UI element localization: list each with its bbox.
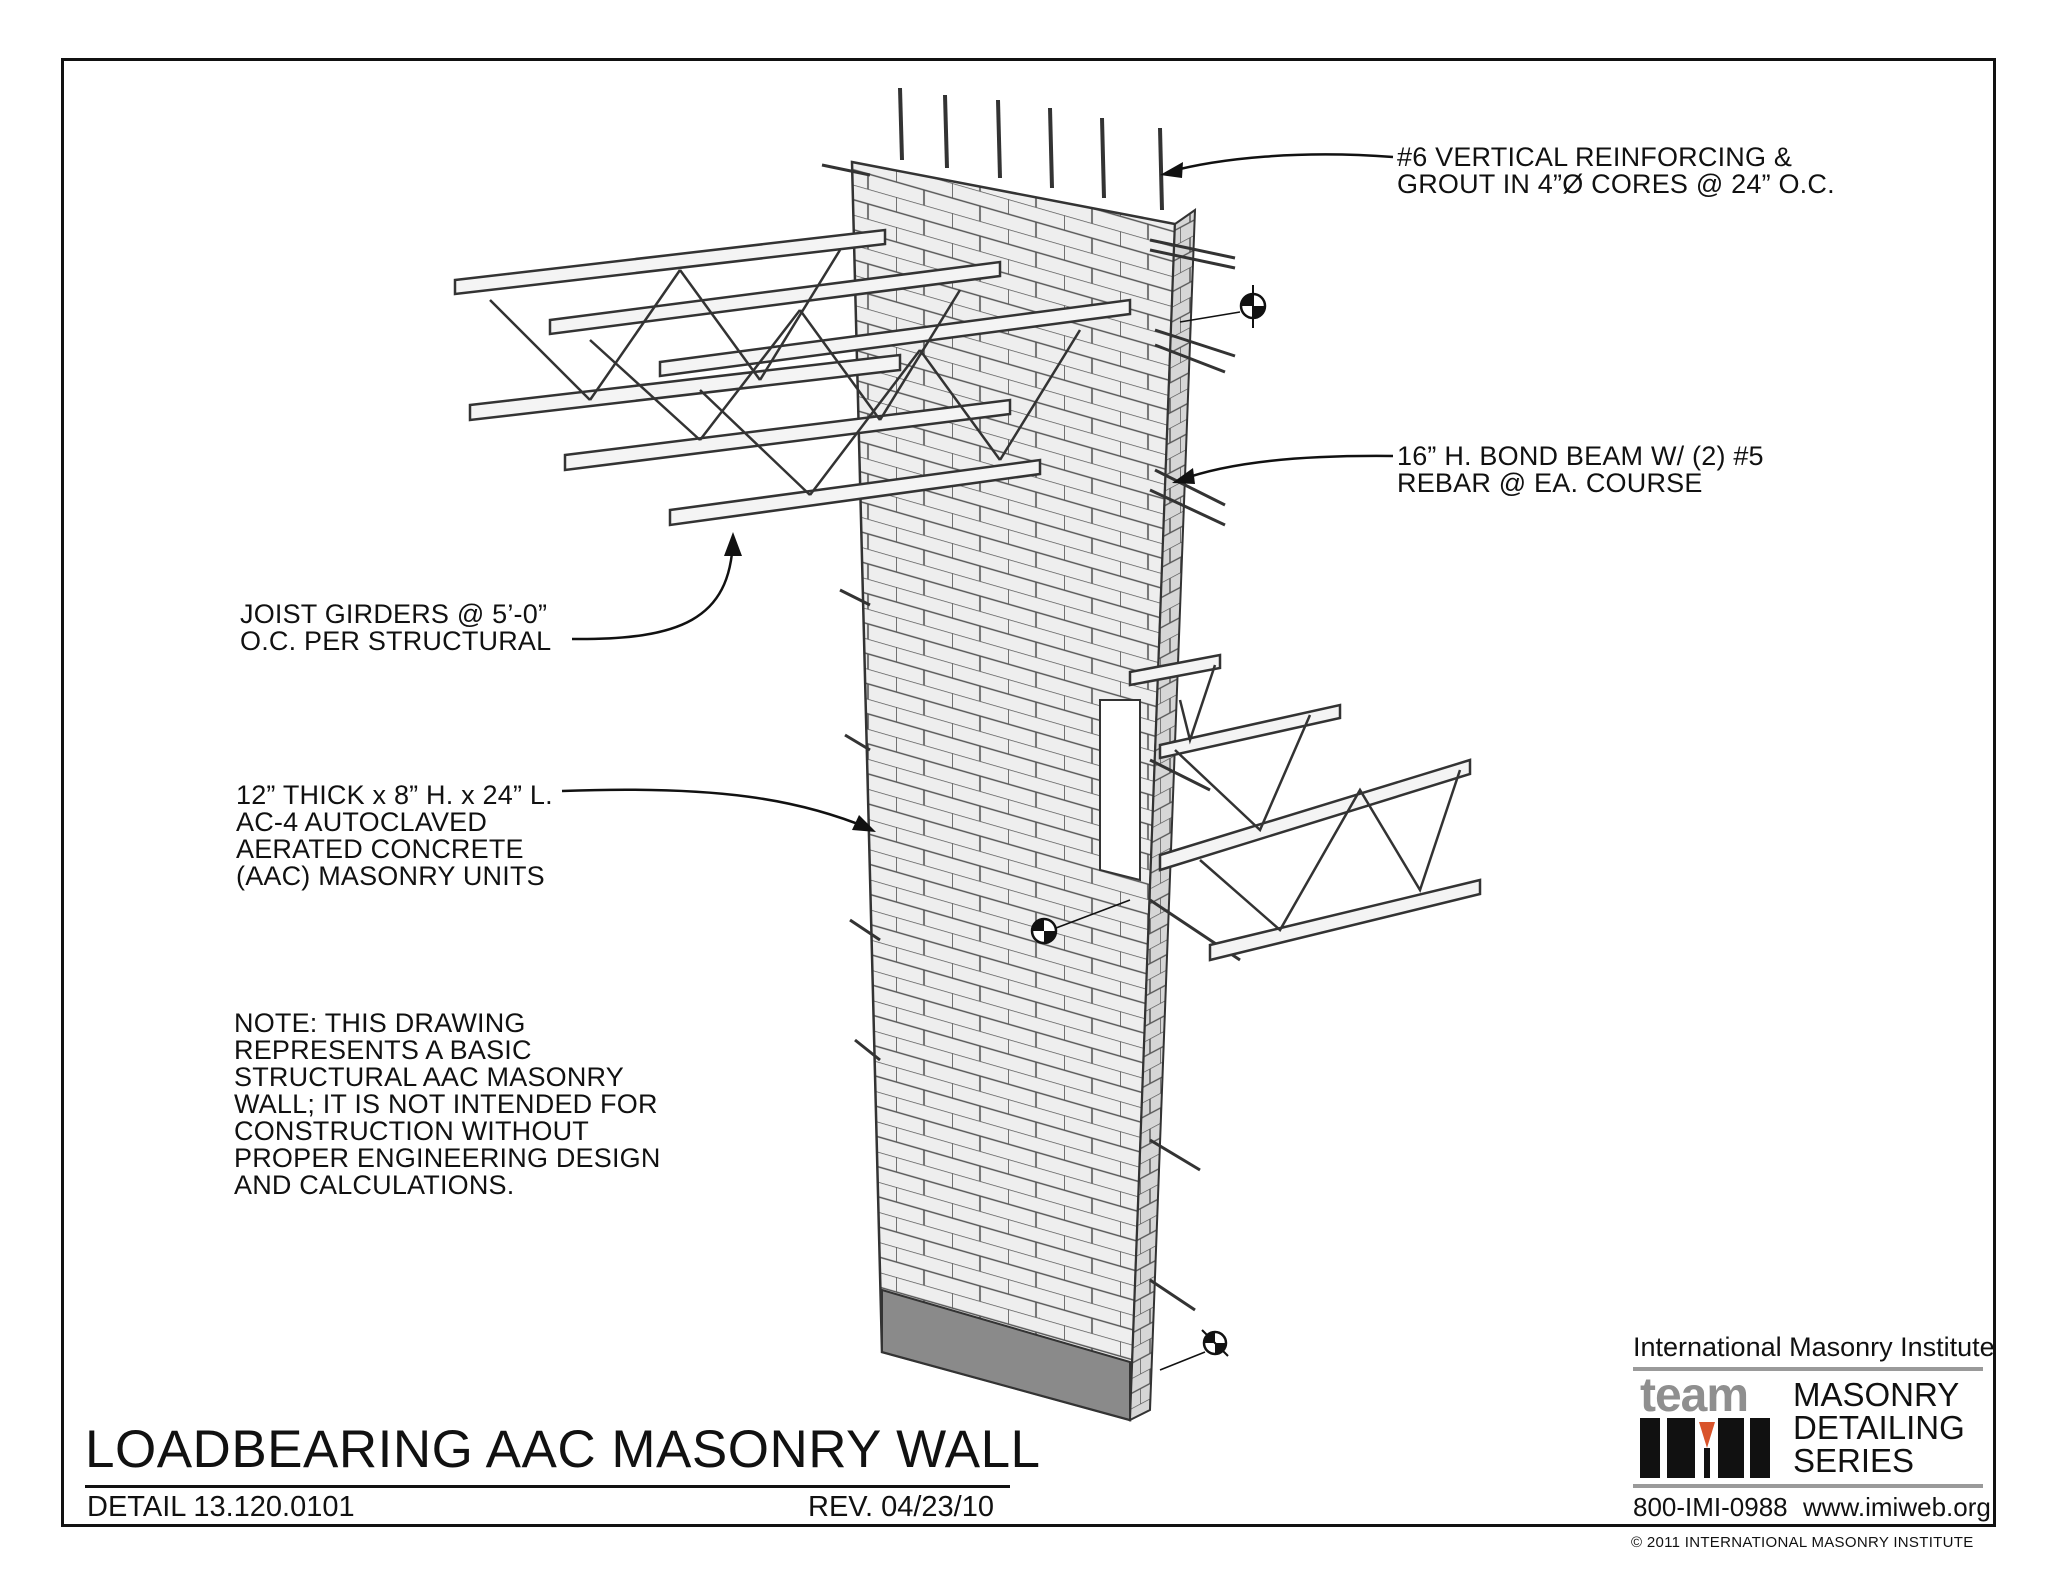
callout-joist-girders: JOIST GIRDERS @ 5’-0” O.C. PER STRUCTURAL [240, 599, 552, 656]
title-underline [85, 1485, 1010, 1488]
detail-number: DETAIL 13.120.0101 [87, 1491, 355, 1523]
aac-wall [852, 162, 1195, 1420]
lower-joist-girders [1130, 655, 1480, 960]
website: www.imiweb.org [1803, 1492, 1991, 1522]
callout-vertical-reinforcing: #6 VERTICAL REINFORCING & GROUT IN 4”Ø CORES @ 24” O.C. [1397, 142, 1835, 199]
copyright: © 2011 INTERNATIONAL MASONRY INSTITUTE [1631, 1534, 1974, 1551]
series-name: MASONRY DETAILING SERIES [1793, 1376, 1965, 1479]
section-marker-bottom [1160, 1330, 1228, 1370]
leader-joist-girders [572, 532, 742, 639]
leader-bond-beam [1172, 456, 1393, 484]
drawing-title: LOADBEARING AAC MASONRY WALL [85, 1420, 1041, 1479]
callout-masonry-units: 12” THICK x 8” H. x 24” L. AC-4 AUTOCLAVED AERATED CONCRETE (AAC) MASONRY UNITS [236, 780, 553, 891]
leader-vertical-reinforcing [1160, 154, 1393, 178]
revision-date: REV. 04/23/10 [808, 1491, 994, 1523]
drawing-note: NOTE: THIS DRAWING REPRESENTS A BASIC STRUCTURAL AAC MASONRY WALL; IT IS NOT INTENDED FOR CONSTRUCTION WITHOUT PROPER ENGINEERING DESIGN AND CALCULATIONS. [234, 1008, 661, 1200]
imi-logo-mark [1640, 1418, 1770, 1478]
callout-bond-beam: 16” H. BOND BEAM W/ (2) #5 REBAR @ EA. COURSE [1397, 441, 1764, 498]
leader-masonry-units [562, 790, 876, 832]
phone-number: 800-IMI-0988 [1633, 1492, 1788, 1522]
team-wordmark: team [1640, 1369, 1749, 1422]
institute-name: International Masonry Institute [1633, 1332, 1995, 1362]
logo-rule-bottom [1633, 1484, 1983, 1488]
